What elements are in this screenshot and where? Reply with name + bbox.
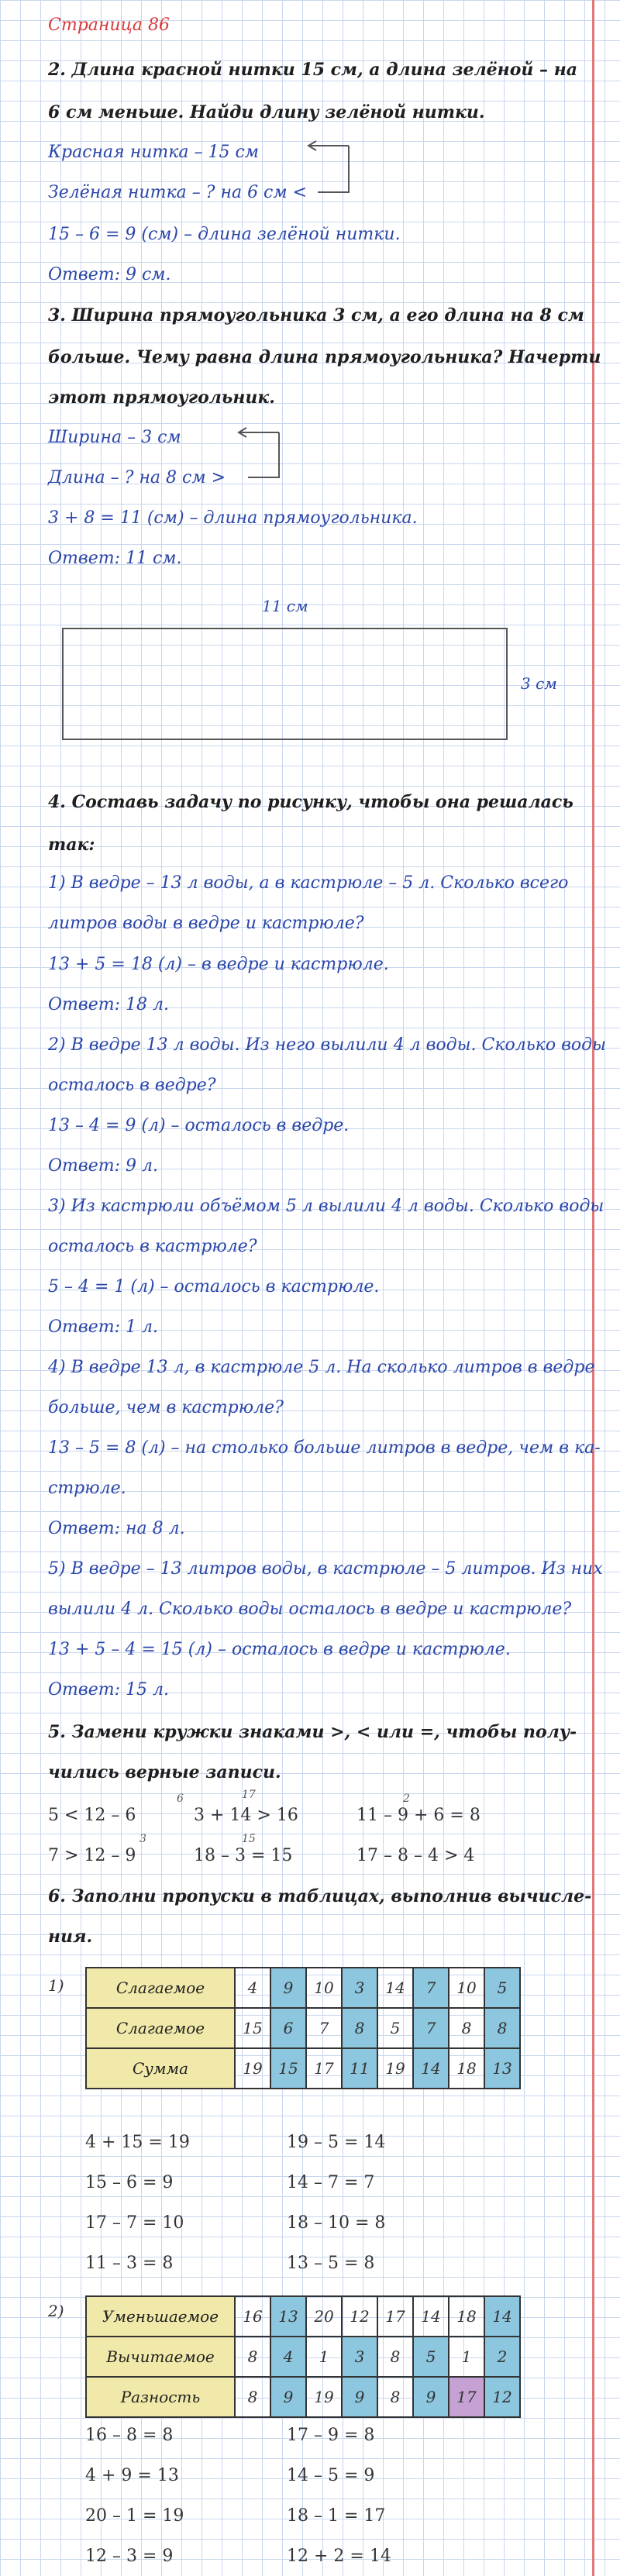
- table-cell: 19: [235, 2048, 270, 2089]
- task5-row2-col1: 7 > 12 – 9: [48, 1846, 136, 1865]
- page-title: Страница 86: [48, 15, 170, 35]
- table-cell: 14: [377, 1968, 413, 2008]
- calc1-right-1: 19 – 5 = 14: [287, 2133, 386, 2152]
- task5-text-line2: чились верные записи.: [48, 1762, 281, 1782]
- task4-answer4: Ответ: на 8 л.: [48, 1519, 185, 1538]
- table-cell: 11: [342, 2048, 377, 2089]
- calc1-right-4: 13 – 5 = 8: [287, 2254, 375, 2273]
- task4-solution4-line1: 13 – 5 = 8 (л) – на столько больше литров в ведре, чем в ка-: [48, 1438, 601, 1458]
- calc1-left-3: 17 – 7 = 10: [85, 2213, 184, 2233]
- table2-difference: [85, 2295, 521, 2418]
- task3-text-line1: 3. Ширина прямоугольника 3 см, а его длина на 8 см: [48, 305, 584, 325]
- task3-condition-length: Длина – ? на 8 см >: [48, 468, 226, 487]
- task3-bracket-arrow-icon: [232, 425, 294, 487]
- task4-text-line1: 4. Составь задачу по рисунку, чтобы она решалась: [48, 792, 574, 812]
- table-cell: 7: [413, 2008, 449, 2048]
- rectangle-length-label: 11 см: [262, 597, 308, 615]
- calc2-right-3: 18 – 1 = 17: [287, 2506, 386, 2526]
- row-header: Разность: [86, 2377, 235, 2417]
- task4-problem5-line2: вылили 4 л. Сколько воды осталось в ведре и кастрюле?: [48, 1600, 572, 1619]
- table-cell: 19: [306, 2377, 342, 2417]
- task4-problem3-line1: 3) Из кастрюли объёмом 5 л вылили 4 л воды. Сколько воды: [48, 1197, 604, 1216]
- task5-row1-col3: 11 – 9 + 6 = 8: [356, 1806, 480, 1825]
- table-row: [86, 2337, 520, 2377]
- task6-text-line1: 6. Заполни пропуски в таблицах, выполнив вычисле-: [48, 1886, 592, 1906]
- table-cell: 8: [342, 2008, 377, 2048]
- table-cell: 15: [235, 2008, 270, 2048]
- task4-solution2: 13 – 4 = 9 (л) – осталось в ведре.: [48, 1116, 350, 1135]
- table-cell: 8: [484, 2008, 520, 2048]
- task5-row2-col2: 18 – 3 = 15: [194, 1846, 293, 1865]
- table-cell: 2: [484, 2337, 520, 2377]
- task4-problem3-line2: осталось в кастрюле?: [48, 1237, 257, 1256]
- table-cell: 9: [270, 1968, 306, 2008]
- table-row: [86, 1968, 520, 2008]
- table-cell: 14: [484, 2296, 520, 2337]
- table-cell: 4: [270, 2337, 306, 2377]
- table-cell: 13: [484, 2048, 520, 2089]
- table-cell: 8: [235, 2377, 270, 2417]
- table-cell: 8: [377, 2337, 413, 2377]
- calc1-left-2: 15 – 6 = 9: [85, 2173, 174, 2192]
- task5-note-r1c3: 2: [403, 1793, 410, 1805]
- calc1-right-3: 18 – 10 = 8: [287, 2213, 386, 2233]
- table2-label: 2): [48, 2302, 64, 2320]
- calc1-left-1: 4 + 15 = 19: [85, 2133, 190, 2152]
- table-cell: 13: [270, 2296, 306, 2337]
- table-cell: 7: [413, 1968, 449, 2008]
- task2-answer: Ответ: 9 см.: [48, 265, 171, 284]
- calc1-right-2: 14 – 7 = 7: [287, 2173, 375, 2192]
- calc2-left-4: 12 – 3 = 9: [85, 2547, 174, 2566]
- calc2-right-2: 14 – 5 = 9: [287, 2466, 375, 2485]
- task3-answer: Ответ: 11 см.: [48, 549, 182, 568]
- task4-solution5: 13 + 5 – 4 = 15 (л) – осталось в ведре и кастрюле.: [48, 1640, 511, 1659]
- table-cell: 3: [342, 2337, 377, 2377]
- table-cell: 14: [413, 2296, 449, 2337]
- table-cell: 15: [270, 2048, 306, 2089]
- task5-note-r2c1: 3: [140, 1833, 146, 1845]
- table-cell: 9: [270, 2377, 306, 2417]
- row-header: Слагаемое: [86, 1968, 235, 2008]
- table-cell: 12: [484, 2377, 520, 2417]
- table-cell: 18: [449, 2296, 484, 2337]
- table-cell: 6: [270, 2008, 306, 2048]
- table-cell: 17: [306, 2048, 342, 2089]
- table-cell: 14: [413, 2048, 449, 2089]
- table-cell: 1: [306, 2337, 342, 2377]
- drawn-rectangle: [62, 628, 508, 740]
- table-cell: 16: [235, 2296, 270, 2337]
- task2-bracket-arrow-icon: [302, 139, 364, 201]
- table-cell: 20: [306, 2296, 342, 2337]
- task4-answer3: Ответ: 1 л.: [48, 1317, 158, 1337]
- task4-solution1: 13 + 5 = 18 (л) – в ведре и кастрюле.: [48, 955, 389, 974]
- calc2-right-1: 17 – 9 = 8: [287, 2426, 375, 2445]
- task3-text-line2: больше. Чему равна длина прямоугольника? Начерти: [48, 347, 601, 367]
- task5-row1-col2: 3 + 14 > 16: [194, 1806, 298, 1825]
- table-cell: 18: [449, 2048, 484, 2089]
- table-cell: 17: [449, 2377, 484, 2417]
- table-row: [86, 2377, 520, 2417]
- task5-note-r1c1: 6: [177, 1793, 184, 1805]
- task4-problem2-line2: осталось в ведре?: [48, 1076, 216, 1095]
- table-cell: 17: [377, 2296, 413, 2337]
- table-cell: 7: [306, 2008, 342, 2048]
- table-cell: 5: [413, 2337, 449, 2377]
- table-cell: 8: [377, 2377, 413, 2417]
- table-cell: 4: [235, 1968, 270, 2008]
- table-cell: 1: [449, 2337, 484, 2377]
- task2-condition-red: Красная нитка – 15 см: [48, 143, 260, 162]
- table-row: [86, 2296, 520, 2337]
- rectangle-width-label: 3 см: [521, 674, 557, 693]
- table-cell: 8: [449, 2008, 484, 2048]
- task4-problem1-line2: литров воды в ведре и кастрюле?: [48, 914, 364, 933]
- row-header: Вычитаемое: [86, 2337, 235, 2377]
- row-header: Сумма: [86, 2048, 235, 2089]
- task5-row1-col1: 5 < 12 – 6: [48, 1806, 136, 1825]
- notebook-margin-line: [592, 0, 594, 2576]
- task3-text-line3: этот прямоугольник.: [48, 387, 275, 408]
- table-cell: 10: [306, 1968, 342, 2008]
- task4-answer2: Ответ: 9 л.: [48, 1156, 158, 1176]
- row-header: Уменьшаемое: [86, 2296, 235, 2337]
- table-cell: 9: [413, 2377, 449, 2417]
- task4-problem2-line1: 2) В ведре 13 л воды. Из него вылили 4 л воды. Сколько воды: [48, 1035, 606, 1055]
- table-row: [86, 2048, 520, 2089]
- task5-note-r1c2: 17: [242, 1789, 256, 1801]
- calc2-left-1: 16 – 8 = 8: [85, 2426, 174, 2445]
- table-cell: 12: [342, 2296, 377, 2337]
- task4-text-line2: так:: [48, 835, 95, 855]
- table-cell: 5: [377, 2008, 413, 2048]
- table-cell: 5: [484, 1968, 520, 2008]
- calc1-left-4: 11 – 3 = 8: [85, 2254, 174, 2273]
- table1-label: 1): [48, 1976, 64, 1995]
- task4-solution4-line2: стрюле.: [48, 1479, 126, 1498]
- task2-text-line1: 2. Длина красной нитки 15 см, а длина зелёной – на: [48, 60, 577, 80]
- task4-problem5-line1: 5) В ведре – 13 литров воды, в кастрюле – 5 литров. Из них: [48, 1559, 603, 1579]
- task4-solution3: 5 – 4 = 1 (л) – осталось в кастрюле.: [48, 1277, 380, 1297]
- task4-answer1: Ответ: 18 л.: [48, 995, 169, 1014]
- task3-condition-width: Ширина – 3 см: [48, 428, 181, 447]
- task2-text-line2: 6 см меньше. Найди длину зелёной нитки.: [48, 102, 485, 122]
- table-row: [86, 2008, 520, 2048]
- task4-problem1-line1: 1) В ведре – 13 л воды, а в кастрюле – 5 л. Сколько всего: [48, 873, 569, 893]
- task2-solution: 15 – 6 = 9 (см) – длина зелёной нитки.: [48, 225, 401, 244]
- table1-sum: [85, 1967, 521, 2089]
- task5-row2-col3: 17 – 8 – 4 > 4: [356, 1846, 475, 1865]
- task5-note-r2c2: 15: [242, 1833, 256, 1845]
- task5-text-line1: 5. Замени кружки знаками >, < или =, чтобы полу-: [48, 1722, 577, 1742]
- calc2-left-3: 20 – 1 = 19: [85, 2506, 184, 2526]
- row-header: Слагаемое: [86, 2008, 235, 2048]
- task2-condition-green: Зелёная нитка – ? на 6 см <: [48, 183, 308, 202]
- task3-solution: 3 + 8 = 11 (см) – длина прямоугольника.: [48, 508, 418, 528]
- table-cell: 10: [449, 1968, 484, 2008]
- table-cell: 3: [342, 1968, 377, 2008]
- calc2-right-4: 12 + 2 = 14: [287, 2547, 391, 2566]
- task4-answer5: Ответ: 15 л.: [48, 1680, 169, 1700]
- table-cell: 8: [235, 2337, 270, 2377]
- task6-text-line2: ния.: [48, 1927, 93, 1947]
- task4-problem4-line1: 4) В ведре 13 л, в кастрюле 5 л. На сколько литров в ведре: [48, 1358, 595, 1377]
- table-cell: 19: [377, 2048, 413, 2089]
- task4-problem4-line2: больше, чем в кастрюле?: [48, 1398, 284, 1417]
- calc2-left-2: 4 + 9 = 13: [85, 2466, 179, 2485]
- table-cell: 9: [342, 2377, 377, 2417]
